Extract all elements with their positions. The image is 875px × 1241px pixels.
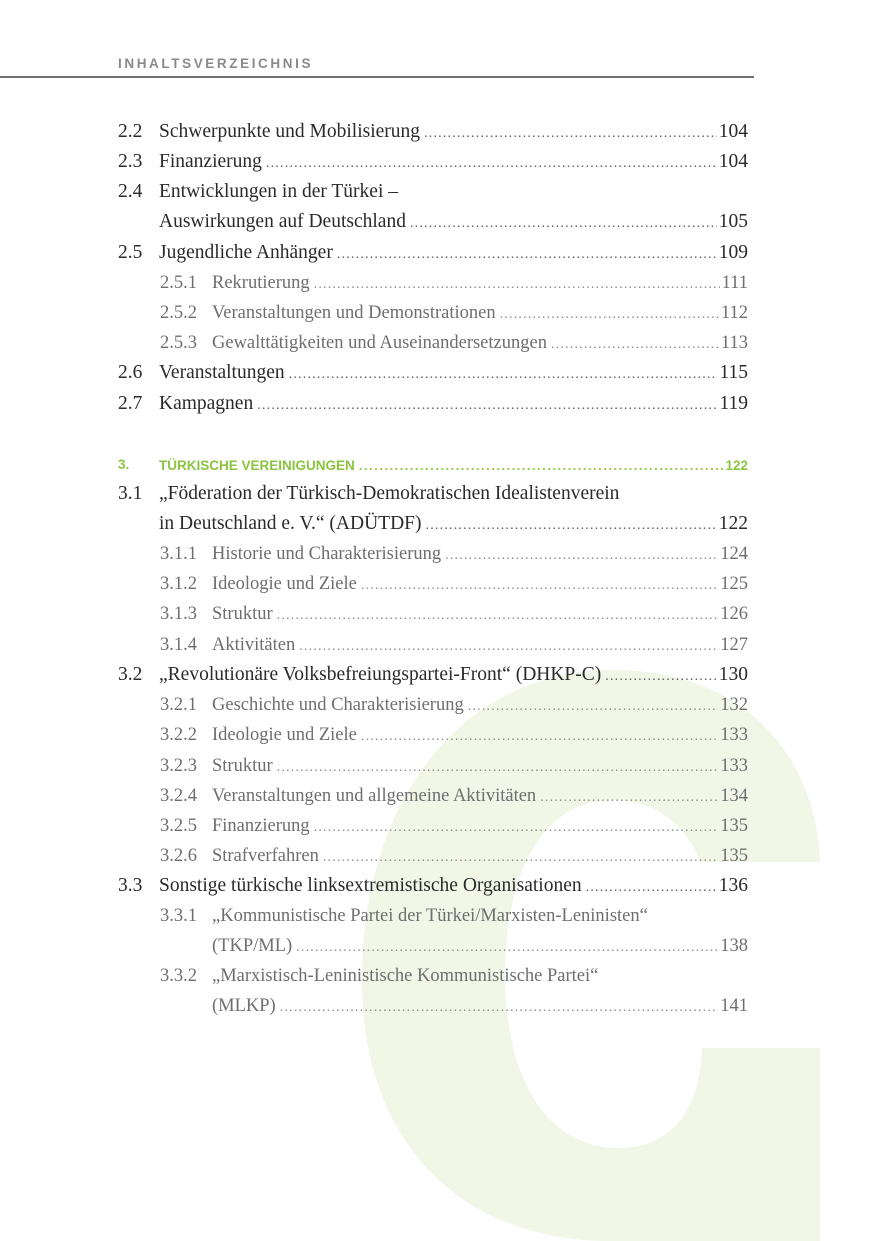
toc-entry-title: Geschichte und Charakterisierung [212, 695, 464, 715]
toc-entry-number: 2.3 [118, 151, 143, 172]
toc-entry-title: Veranstaltungen und Demonstrationen [212, 303, 496, 323]
toc-entry-title: Entwicklungen in der Türkei – [159, 181, 398, 202]
toc-entry [0, 599, 875, 629]
toc-entry-title: „Revolutionäre Volksbefreiungspartei-Front“ (DHKP-C) [159, 664, 602, 685]
toc-entry [0, 811, 875, 841]
toc-entry [0, 117, 875, 147]
dot-leader [586, 873, 717, 903]
toc-entry [0, 931, 875, 961]
toc-entry-number: 2.5.1 [160, 273, 197, 293]
toc-entry-title: Kampagnen [159, 393, 254, 414]
toc-entry-title: in Deutschland e. V.“ (ADÜTDF) [159, 513, 422, 534]
toc-entry-page: 141 [720, 996, 748, 1016]
toc-entry-number: 2.7 [118, 393, 143, 414]
toc-entry-title: Rekrutierung [212, 273, 310, 293]
toc-entry-page: 111 [721, 273, 748, 293]
toc-entry-page: 109 [718, 242, 748, 263]
dot-leader [551, 330, 719, 360]
toc-entry-title: Ideologie und Ziele [212, 574, 357, 594]
toc-entry-title: Struktur [212, 756, 273, 776]
toc-entry-number: 3.2.1 [160, 695, 197, 715]
toc-entry [0, 781, 875, 811]
dot-leader [314, 813, 719, 843]
toc-entry-page: 125 [720, 574, 748, 594]
toc-entry-number: 2.6 [118, 362, 143, 383]
toc-entry-title: Gewalttätigkeiten und Auseinandersetzungen [212, 333, 547, 353]
toc-entry-page: 133 [720, 725, 748, 745]
toc-entry-page: 135 [720, 846, 748, 866]
toc-entry-number: 3.2.4 [160, 786, 197, 806]
toc-entry-number: 3.1 [118, 483, 143, 504]
dot-leader [359, 450, 724, 480]
toc-entry-title: Auswirkungen auf Deutschland [159, 211, 406, 232]
toc-entry-title: (MLKP) [212, 996, 276, 1016]
toc-entry-page: 119 [719, 393, 748, 414]
dot-leader [500, 300, 719, 330]
toc-entry-number: 3.2.2 [160, 725, 197, 745]
toc-entry-number: 2.4 [118, 181, 143, 202]
toc-entry-number: 2.5.2 [160, 303, 197, 323]
toc-entry [0, 358, 875, 388]
toc-entry-title: Struktur [212, 604, 273, 624]
toc-entry-page: 122 [725, 458, 748, 473]
dot-leader [280, 993, 719, 1023]
toc-entry-number: 3.2.3 [160, 756, 197, 776]
toc-entry [0, 177, 875, 207]
toc-entry-page: 104 [718, 121, 748, 142]
toc-entry-page: 136 [718, 875, 748, 896]
toc-entry-page: 135 [720, 816, 748, 836]
toc-entry [0, 268, 875, 298]
toc-entry-number: 3.1.4 [160, 635, 197, 655]
toc-entry [0, 961, 875, 991]
running-header: INHALTSVERZEICHNIS [118, 56, 314, 71]
toc-entry-number: 3. [118, 457, 130, 472]
toc-entry-page: 133 [720, 756, 748, 776]
toc-entry [0, 298, 875, 328]
dot-leader [605, 662, 716, 692]
toc-entry [0, 690, 875, 720]
dot-leader [424, 119, 717, 149]
toc-entry [0, 509, 875, 539]
toc-entry-page: 132 [720, 695, 748, 715]
toc-entry-number: 3.3.1 [160, 906, 197, 926]
toc-entry-title: TÜRKISCHE VEREINIGUNGEN [159, 458, 355, 473]
toc-entry-page: 105 [718, 211, 748, 232]
toc-entry-page: 124 [720, 544, 748, 564]
toc-entry-title: Historie und Charakterisierung [212, 544, 442, 564]
toc-entry [0, 479, 875, 509]
toc-entry [0, 720, 875, 750]
dot-leader [361, 571, 718, 601]
toc-entry [0, 630, 875, 660]
toc-entry-page: 138 [720, 936, 748, 956]
dot-leader [277, 753, 719, 783]
toc-entry-number: 2.2 [118, 121, 143, 142]
toc-entry-number: 3.2.6 [160, 846, 197, 866]
header-divider [0, 76, 754, 78]
dot-leader [289, 360, 718, 390]
toc-entry-page: 134 [720, 786, 748, 806]
toc-entry-page: 126 [720, 604, 748, 624]
toc-entry-title: (TKP/ML) [212, 936, 293, 956]
toc-entry-title: Veranstaltungen und allgemeine Aktivitäten [212, 786, 537, 806]
toc-entry-page: 122 [718, 513, 748, 534]
toc-entry-title: Jugendliche Anhänger [159, 242, 333, 263]
dot-leader [314, 270, 720, 300]
toc-entry-number: 3.2 [118, 664, 143, 685]
toc-entry-page: 127 [720, 635, 748, 655]
toc-entry [0, 991, 875, 1021]
toc-entry [0, 901, 875, 931]
toc-entry [0, 389, 875, 419]
toc-entry-title: Strafverfahren [212, 846, 319, 866]
dot-leader [296, 933, 718, 963]
toc-entry-page: 113 [720, 333, 748, 353]
toc-entry-number: 3.1.2 [160, 574, 197, 594]
toc-entry-number: 3.3.2 [160, 966, 197, 986]
toc-entry [0, 207, 875, 237]
toc-entry-title: Schwerpunkte und Mobilisierung [159, 121, 421, 142]
toc-entry-number: 3.1.1 [160, 544, 197, 564]
toc-entry-title: Aktivitäten [212, 635, 296, 655]
toc-entry-title: Finanzierung [212, 816, 310, 836]
dot-leader [277, 601, 719, 631]
toc-entry-page: 104 [718, 151, 748, 172]
toc-entry-page: 130 [718, 664, 748, 685]
dot-leader [540, 783, 718, 813]
toc-entry-page: 112 [720, 303, 748, 323]
dot-leader [266, 149, 717, 179]
dot-leader [257, 391, 717, 421]
dot-leader [299, 632, 718, 662]
toc-entry [0, 751, 875, 781]
toc-entry [0, 450, 875, 480]
toc-entry-title: Sonstige türkische linksextremistische Organisationen [159, 875, 582, 896]
dot-leader [323, 843, 718, 873]
toc-entry-title: Finanzierung [159, 151, 262, 172]
toc-entry [0, 871, 875, 901]
toc-entry [0, 539, 875, 569]
dot-leader [361, 722, 718, 752]
dot-leader [445, 541, 718, 571]
toc-entry [0, 328, 875, 358]
toc-entry [0, 238, 875, 268]
toc-entry-title: Ideologie und Ziele [212, 725, 357, 745]
toc-entry [0, 569, 875, 599]
dot-leader [468, 692, 719, 722]
dot-leader [410, 209, 717, 239]
toc-entry-title: „Kommunistische Partei der Türkei/Marxisten-Leninisten“ [212, 906, 648, 926]
toc-entry [0, 660, 875, 690]
toc-entry [0, 841, 875, 871]
toc-entry [0, 147, 875, 177]
toc-entry-number: 2.5 [118, 242, 143, 263]
toc-entry-page: 115 [719, 362, 748, 383]
toc-entry-title: „Föderation der Türkisch-Demokratischen Idealistenverein [159, 483, 620, 504]
toc-entry-title: „Marxistisch-Leninistische Kommunistische Partei“ [212, 966, 599, 986]
toc-entry-number: 3.1.3 [160, 604, 197, 624]
toc-entry-number: 3.3 [118, 875, 143, 896]
toc-entry-number: 2.5.3 [160, 333, 197, 353]
dot-leader [337, 240, 717, 270]
dot-leader [426, 511, 717, 541]
toc-entry-number: 3.2.5 [160, 816, 197, 836]
toc-entry-title: Veranstaltungen [159, 362, 285, 383]
